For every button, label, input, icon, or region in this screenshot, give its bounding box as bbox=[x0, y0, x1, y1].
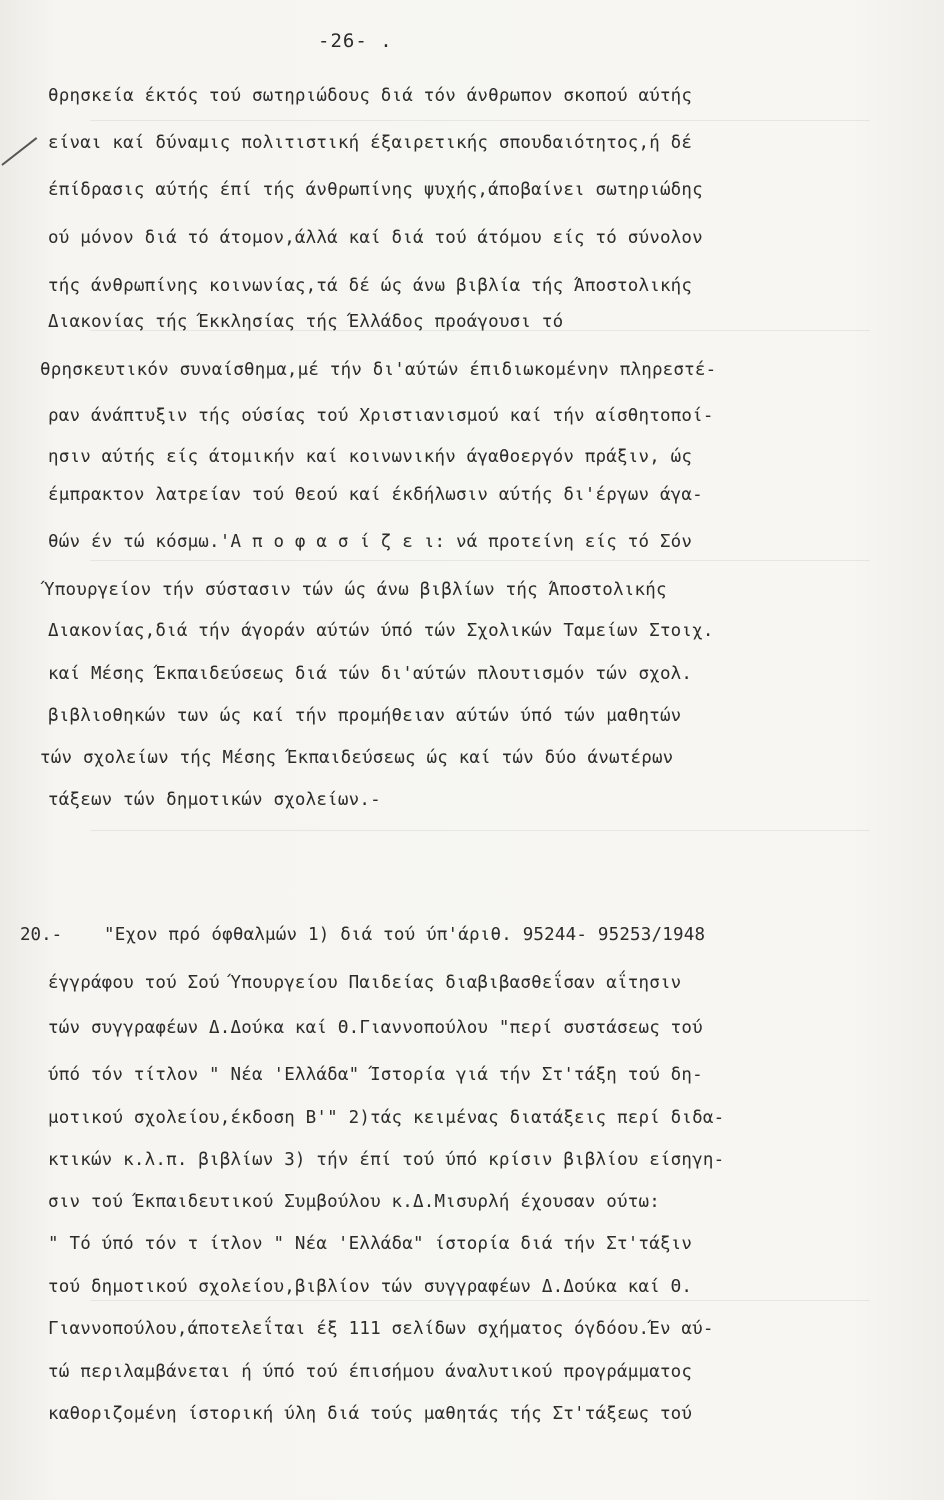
text-line: τών συγγραφέων Δ.Δούκα καί Θ.Γιαννοπούλου "περί συστάσεως τού bbox=[48, 1018, 703, 1038]
text-line: σιν τού Έκπαιδευτικού Συμβούλου κ.Δ.Μισυρλή έχουσαν ούτω: bbox=[48, 1192, 660, 1212]
text-line: Ύπουργείον τήν σύστασιν τών ώς άνω βιβλίων τής Άποστολικής bbox=[44, 580, 667, 600]
text-line: καθοριζομένη ίστορική ύλη διά τούς μαθητάς τής Στ'τάξεως τού bbox=[48, 1404, 693, 1424]
text-line: μοτικού σχολείου,έκδοση Β'" 2)τάς κειμένας διατάξεις περί διδα- bbox=[48, 1108, 725, 1128]
item-number: 20.- bbox=[20, 925, 63, 945]
text-line: κτικών κ.λ.π. βιβλίων 3) τήν έπί τού ύπό κρίσιν βιβλίου είσηγη- bbox=[48, 1150, 725, 1170]
text-line: τώ περιλαμβάνεται ή ύπό τού έπισήμου άναλυτικού προγράμματος bbox=[48, 1362, 693, 1382]
text-line: " Τό ύπό τόν τ ίτλον " Νέα 'Ελλάδα" ίστορία διά τήν Στ'τάξιν bbox=[48, 1234, 693, 1254]
text-line: θών έν τώ κόσμω.'Α π ο φ α σ ί ζ ε ι: νά προτείνη είς τό Σόν bbox=[48, 532, 693, 552]
text-line: τού δημοτικού σχολείου,βιβλίον τών συγγραφέων Δ.Δούκα καί Θ. bbox=[48, 1277, 693, 1297]
text-line: "Εχον πρό όφθαλμών 1) διά τού ύπ'άριθ. 95244- 95253/1948 bbox=[104, 925, 706, 945]
text-line: θρησκευτικόν συναίσθημα,μέ τήν δι'αύτών έπιδιωκομένην πληρεστέ- bbox=[40, 360, 717, 380]
page-number: -26- . bbox=[318, 30, 393, 52]
margin-pen-mark bbox=[1, 137, 37, 166]
text-line: ησιν αύτής είς άτομικήν καί κοινωνικήν άγαθοεργόν πράξιν, ώς bbox=[48, 447, 693, 467]
text-line: τής άνθρωπίνης κοινωνίας,τά δέ ώς άνω βιβλία τής Άποστολικής bbox=[48, 276, 693, 296]
text-line: έμπρακτον λατρείαν τού Θεού καί έκδήλωσιν αύτής δι'έργων άγα- bbox=[48, 485, 703, 505]
text-line: ραν άνάπτυξιν τής ούσίας τού Χριστιανισμού καί τήν αίσθητοποί- bbox=[48, 406, 714, 426]
text-line: Διακονίας,διά τήν άγοράν αύτών ύπό τών Σχολικών Ταμείων Στοιχ. bbox=[48, 621, 714, 641]
text-line: Διακονίας τής Έκκλησίας τής Έλλάδος προάγουσι τό bbox=[48, 312, 564, 332]
text-line: θρησκεία έκτός τού σωτηριώδους διά τόν άνθρωπον σκοπού αύτής bbox=[48, 86, 693, 106]
text-line: Γιαννοπούλου,άποτελεΐται έξ 111 σελίδων σχήματος όγδόου.Έν αύ- bbox=[48, 1319, 714, 1339]
text-line: έπίδρασις αύτής έπί τής άνθρωπίνης ψυχής,άποβαίνει σωτηριώδης bbox=[48, 180, 703, 200]
text-line: ού μόνον διά τό άτομον,άλλά καί διά τού άτόμου είς τό σύνολον bbox=[48, 228, 703, 248]
text-line: έγγράφου τού Σού Ύπουργείου Παιδείας διαβιβασθεΐσαν αΐτησιν bbox=[48, 973, 682, 993]
text-line: ύπό τόν τίτλον " Νέα 'Ελλάδα" Ίστορία γιά τήν Στ'τάξη τού δη- bbox=[48, 1065, 703, 1085]
text-line: βιβλιοθηκών των ώς καί τήν προμήθειαν αύτών ύπό τών μαθητών bbox=[48, 706, 682, 726]
text-line: είναι καί δύναμις πολιτιστική έξαιρετικής σπουδαιότητος,ή δέ bbox=[48, 133, 693, 153]
text-line: τάξεων τών δημοτικών σχολείων.- bbox=[48, 790, 381, 810]
text-line: τών σχολείων τής Μέσης Έκπαιδεύσεως ώς καί τών δύο άνωτέρων bbox=[40, 748, 674, 768]
text-line: καί Μέσης Έκπαιδεύσεως διά τών δι'αύτών πλουτισμόν τών σχολ. bbox=[48, 664, 693, 684]
